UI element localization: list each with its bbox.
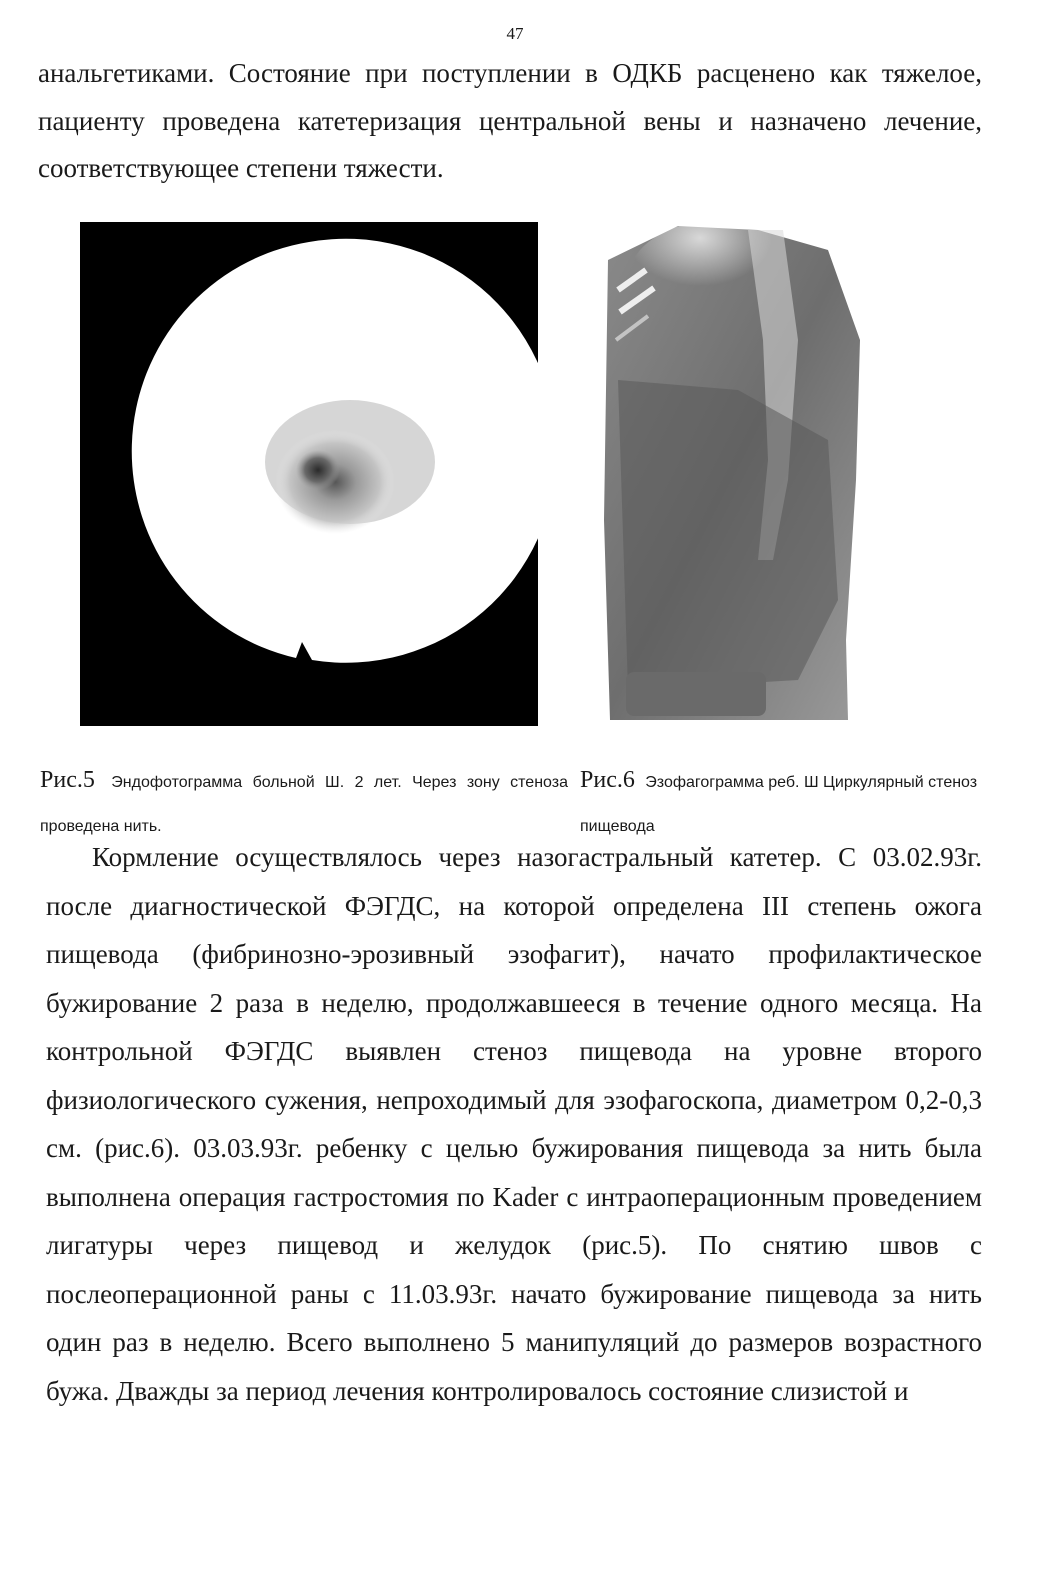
- esophagogram-figure: [598, 220, 866, 732]
- page-number: 47: [506, 24, 524, 43]
- figure-5-label: Рис.5: [40, 767, 95, 793]
- paragraph-treatment: Кормление осуществлялось через назогастральный катетер. С 03.02.93г. после диагностической ФЭГДС, на которой определена III степень ожога пищевода (фибринозно-эрозивный эзофагит), начато профилактическое бужирование 2 раза в неделю, продолжавшееся в течение одного месяца. На контрольной ФЭГДС выявлен стеноз пищевода на уровне второго физиологического сужения, непроходимый для эзофагоскопа, диаметром 0,2-0,3 см. (рис.6). 03.03.93г. ребенку с целью бужирования пищевода за нить была выполнена операция гастростомия по Kader с интраоперационным проведением лигатуры через пищевод и желудок (рис.5). По снятию швов с послеоперационной раны с 11.03.93г. начато бужирование пищевода за нить один раз в неделю. Всего выполнено 5 манипуляций до размеров возрастного бужа. Дважды за период лечения контролировалось состояние слизистой и: [46, 842, 982, 1406]
- endophotogram-figure: [80, 222, 538, 726]
- figure-6-caption-text: Эзофагограмма реб. Ш Циркулярный стеноз пищевода: [580, 774, 978, 835]
- figure-5-caption-text: Эндофотограмма больной Ш. 2 лет. Через зону стеноза проведена нить.: [40, 774, 568, 835]
- paragraph-intro: анальгетиками. Состояние при поступлении в ОДКБ расценено как тяжелое, пациенту проведена катетеризация центральной вены и назначено лечение, соответствующее степени тяжести.: [38, 58, 982, 184]
- figure-6-label: Рис.6: [580, 767, 635, 793]
